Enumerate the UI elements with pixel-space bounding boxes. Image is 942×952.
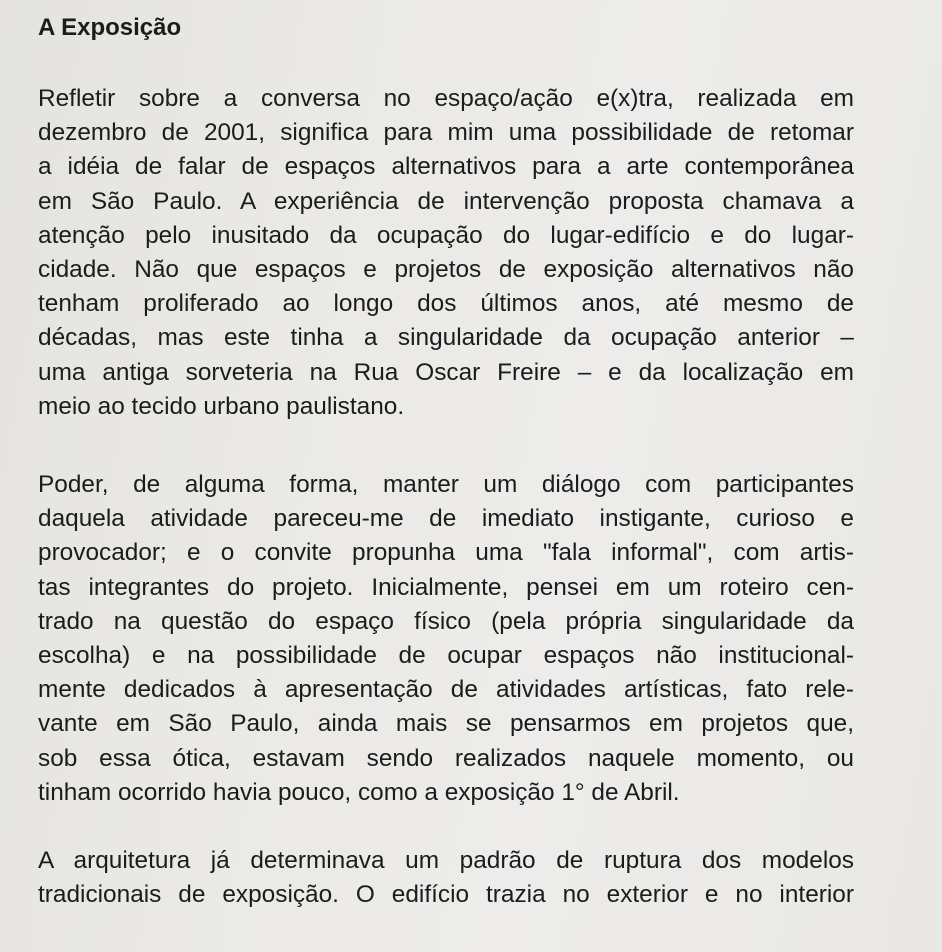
text-line: uma antiga sorveteria na Rua Oscar Freire – e da localização em bbox=[38, 358, 854, 386]
paragraph-1 bbox=[38, 82, 854, 424]
text-line: décadas, mas este tinha a singularidade da ocupação anterior – bbox=[38, 324, 854, 352]
text-line: dezembro de 2001, significa para mim uma possibilidade de retomar bbox=[38, 119, 854, 147]
text-line: daquela atividade pareceu-me de imediato instigante, curioso e bbox=[38, 505, 854, 533]
text-line: tradicionais de exposição. O edifício trazia no exterior e no interior bbox=[38, 881, 854, 909]
paragraph-gap bbox=[38, 810, 854, 844]
text-line: meio ao tecido urbano paulistano. bbox=[38, 392, 405, 420]
document-page bbox=[38, 10, 854, 912]
text-line: Refletir sobre a conversa no espaço/ação e(x)tra, realizada em bbox=[38, 85, 854, 112]
text-line: cidade. Não que espaços e projetos de exposição alternativos não bbox=[38, 256, 854, 284]
text-line: tas integrantes do projeto. Inicialmente, pensei em um roteiro cen- bbox=[38, 573, 854, 601]
text-line: atenção pelo inusitado da ocupação do lugar-edifício e do lugar- bbox=[38, 221, 854, 249]
paragraph-2 bbox=[38, 468, 854, 810]
text-line: tinham ocorrido havia pouco, como a exposição 1° de Abril. bbox=[38, 778, 680, 806]
section-title: A Exposição bbox=[38, 14, 182, 41]
text-line: sob essa ótica, estavam sendo realizados naquele momento, ou bbox=[38, 744, 854, 772]
text-line: tenham proliferado ao longo dos últimos anos, até mesmo de bbox=[38, 290, 854, 318]
text-line: a idéia de falar de espaços alternativos para a arte contemporânea bbox=[38, 153, 854, 181]
text-line: trado na questão do espaço físico (pela própria singularidade da bbox=[38, 607, 854, 635]
text-line: A arquitetura já determinava um padrão de ruptura dos modelos bbox=[38, 847, 854, 875]
text-line: escolha) e na possibilidade de ocupar espaços não institucional- bbox=[38, 642, 854, 670]
paragraph-gap bbox=[38, 424, 854, 468]
text-line: Poder, de alguma forma, manter um diálogo com participantes bbox=[38, 471, 854, 499]
text-line: em São Paulo. A experiência de intervenção proposta chamava a bbox=[38, 187, 854, 215]
paragraph-3 bbox=[38, 844, 854, 912]
text-line: provocador; e o convite propunha uma "fala informal", com artis- bbox=[38, 539, 854, 567]
text-line: vante em São Paulo, ainda mais se pensarmos em projetos que, bbox=[38, 710, 854, 738]
text-line: mente dedicados à apresentação de atividades artísticas, fato rele- bbox=[38, 676, 854, 704]
